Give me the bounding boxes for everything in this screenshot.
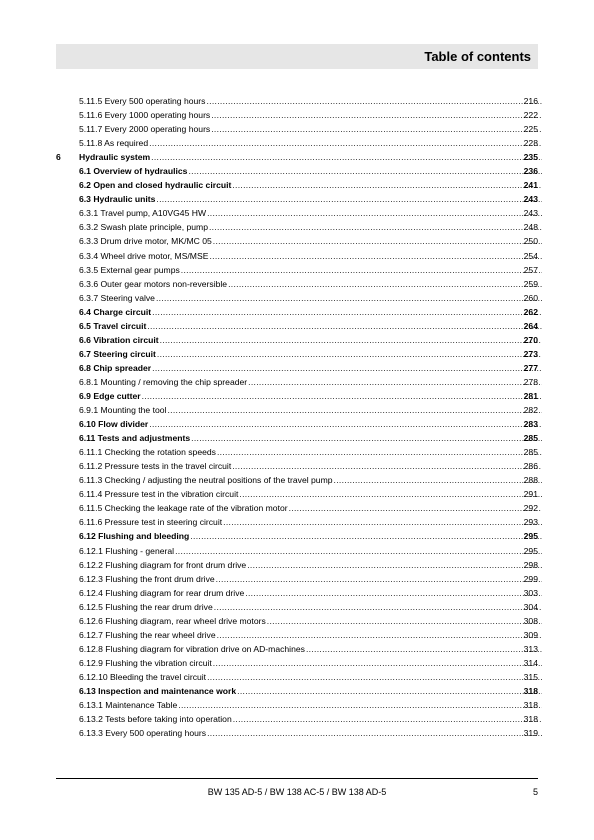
toc-page-number: 293 (523, 517, 538, 528)
toc-leader-dots (152, 361, 542, 375)
toc-entry-title: 6.12.9 Flushing the vibration circuit (79, 657, 212, 668)
toc-page-number: 309 (523, 629, 538, 640)
toc-leader-dots (217, 628, 542, 642)
toc-leader-dots (181, 263, 542, 277)
toc-entry-title: 6.12.6 Flushing diagram, rear wheel drive motors (79, 615, 266, 626)
toc-leader-dots (233, 712, 542, 726)
toc-entry-title: 6.3.3 Drum drive motor, MK/MC 05 (79, 236, 212, 247)
toc-entry-title: 6.11.6 Pressure test in steering circuit (79, 517, 223, 528)
toc-entry[interactable] (0, 206, 594, 220)
toc-page-number: 236 (523, 166, 538, 177)
toc-leader-dots (152, 305, 542, 319)
toc-entry-title: 6.12.5 Flushing the rear drum drive (79, 601, 213, 612)
toc-entry[interactable] (0, 670, 594, 684)
toc-entry[interactable] (0, 487, 594, 501)
footer-models: BW 135 AD-5 / BW 138 AC-5 / BW 138 AD-5 (207, 787, 387, 797)
toc-entry-title: 6.13 Inspection and maintenance work (79, 685, 237, 696)
toc-entry-title: 6.12.8 Flushing diagram for vibration drive on AD-machines (79, 643, 305, 654)
toc-entry[interactable] (0, 94, 594, 108)
toc-entry-title: 6.3.1 Travel pump, A10VG45 HW (79, 208, 207, 219)
toc-entry-title: 6.11 Tests and adjustments (79, 433, 191, 444)
toc-entry[interactable] (0, 150, 594, 164)
toc-leader-dots (147, 319, 542, 333)
toc-leader-dots (160, 333, 542, 347)
toc-entry-title: 6.4 Charge circuit (79, 306, 152, 317)
toc-entry-title: 6.13.2 Tests before taking into operation (79, 714, 232, 725)
toc-entry[interactable] (0, 726, 594, 740)
toc-entry[interactable] (0, 473, 594, 487)
toc-leader-dots (334, 473, 542, 487)
toc-page-number: 299 (523, 573, 538, 584)
toc-entry-title: 6.6 Vibration circuit (79, 334, 159, 345)
footer-divider (56, 778, 538, 779)
toc-page-number: 285 (523, 447, 538, 458)
toc-leader-dots (306, 642, 542, 656)
toc-entry-title: 6.12 Flushing and bleeding (79, 531, 190, 542)
toc-leader-dots (213, 234, 542, 248)
toc-leader-dots (156, 192, 542, 206)
toc-chapter-number: 6 (56, 152, 61, 163)
toc-entry[interactable] (0, 417, 594, 431)
toc-page-number: 318 (523, 685, 538, 696)
toc-page-number: 304 (523, 601, 538, 612)
toc-entry-title: 6.3.6 Outer gear motors non-reversible (79, 278, 228, 289)
toc-entry[interactable] (0, 431, 594, 445)
toc-page-number: 308 (523, 615, 538, 626)
toc-entry[interactable] (0, 529, 594, 543)
toc-page-number: 225 (523, 124, 538, 135)
toc-leader-dots (239, 487, 542, 501)
toc-leader-dots (267, 614, 542, 628)
toc-entry-title: 6.3 Hydraulic units (79, 194, 156, 205)
toc-page-number: 254 (523, 250, 538, 261)
toc-entry[interactable] (0, 712, 594, 726)
toc-page-number: 295 (523, 531, 538, 542)
toc-entry[interactable] (0, 220, 594, 234)
toc-leader-dots (248, 375, 542, 389)
toc-entry[interactable] (0, 319, 594, 333)
toc-entry-title: 6.13.3 Every 500 operating hours (79, 728, 207, 739)
toc-entry[interactable] (0, 515, 594, 529)
toc-entry[interactable] (0, 628, 594, 642)
toc-entry[interactable] (0, 375, 594, 389)
toc-leader-dots (228, 277, 542, 291)
toc-entry[interactable] (0, 558, 594, 572)
toc-entry-title: 6.9 Edge cutter (79, 390, 141, 401)
toc-page-number: 222 (523, 110, 538, 121)
toc-leader-dots (149, 417, 542, 431)
toc-page-number: 277 (523, 362, 538, 373)
toc-leader-dots (206, 94, 542, 108)
toc-entry-title: 6.8 Chip spreader (79, 362, 152, 373)
toc-entry[interactable] (0, 614, 594, 628)
toc-entry-title: 6.2 Open and closed hydraulic circuit (79, 180, 232, 191)
toc-page-number: 292 (523, 503, 538, 514)
toc-entry-title: 6.3.5 External gear pumps (79, 264, 180, 275)
toc-entry[interactable] (0, 572, 594, 586)
toc-entry-title: 6.11.4 Pressure test in the vibration circuit (79, 489, 239, 500)
toc-entry[interactable] (0, 333, 594, 347)
toc-leader-dots (207, 726, 542, 740)
toc-entry-title: 6.12.4 Flushing diagram for rear drum drive (79, 587, 245, 598)
toc-entry-title: 6.8.1 Mounting / removing the chip spreader (79, 376, 248, 387)
toc-page-number: 291 (523, 489, 538, 500)
toc-page-number: 283 (523, 419, 538, 430)
toc-entry-title: 6.11.1 Checking the rotation speeds (79, 447, 216, 458)
toc-entry-title: 6.12.1 Flushing - general (79, 545, 175, 556)
toc-entry-title: 6.12.3 Flushing the front drum drive (79, 573, 215, 584)
toc-leader-dots (207, 670, 542, 684)
toc-entry-title: 6.12.7 Flushing the rear wheel drive (79, 629, 216, 640)
toc-entry-title: 6.10 Flow divider (79, 419, 149, 430)
toc-leader-dots (213, 656, 542, 670)
toc-leader-dots (157, 347, 542, 361)
toc-page-number: 262 (523, 306, 538, 317)
toc-entry-title: 6.1 Overview of hydraulics (79, 166, 188, 177)
toc-leader-dots (190, 529, 542, 543)
toc-entry[interactable] (0, 108, 594, 122)
toc-entry[interactable] (0, 136, 594, 150)
toc-leader-dots (232, 459, 542, 473)
toc-entry[interactable] (0, 445, 594, 459)
toc-leader-dots (178, 698, 542, 712)
toc-page-number: 243 (523, 208, 538, 219)
toc-entry-title: 6.12.2 Flushing diagram for front drum drive (79, 559, 247, 570)
toc-page-number: 318 (523, 714, 538, 725)
toc-page-number: 313 (523, 643, 538, 654)
toc-entry-title: 6.11.2 Pressure tests in the travel circuit (79, 461, 232, 472)
toc-entry[interactable] (0, 249, 594, 263)
toc-entry[interactable] (0, 642, 594, 656)
toc-leader-dots (223, 515, 542, 529)
toc-entry-title: 6.13.1 Maintenance Table (79, 700, 178, 711)
toc-page-number: 260 (523, 292, 538, 303)
header-bar (56, 44, 538, 69)
toc-entry[interactable] (0, 586, 594, 600)
toc-entry-title: 6.5 Travel circuit (79, 320, 147, 331)
toc-entry[interactable] (0, 234, 594, 248)
toc-entry-title: 6.11.3 Checking / adjusting the neutral positions of the travel pump (79, 475, 333, 486)
toc-page-number: 264 (523, 320, 538, 331)
toc-entry[interactable] (0, 501, 594, 515)
toc-entry-title: 6.9.1 Mounting the tool (79, 405, 167, 416)
toc-entry-title: 5.11.6 Every 1000 operating hours (79, 110, 211, 121)
toc-entry[interactable] (0, 698, 594, 712)
toc-leader-dots (232, 178, 542, 192)
toc-page-number: 243 (523, 194, 538, 205)
toc-entry[interactable] (0, 361, 594, 375)
toc-page-number: 285 (523, 433, 538, 444)
toc-leader-dots (151, 150, 542, 164)
toc-leader-dots (214, 600, 542, 614)
toc-page-number: 303 (523, 587, 538, 598)
toc-entry-title: 5.11.8 As required (79, 138, 149, 149)
toc-page-number: 257 (523, 264, 538, 275)
table-of-contents (0, 94, 594, 740)
toc-entry[interactable] (0, 347, 594, 361)
toc-page-number: 250 (523, 236, 538, 247)
toc-leader-dots (167, 403, 542, 417)
toc-leader-dots (289, 501, 542, 515)
toc-leader-dots (149, 136, 542, 150)
toc-entry-title: 6.11.5 Checking the leakage rate of the vibration motor (79, 503, 288, 514)
toc-entry[interactable] (0, 291, 594, 305)
toc-entry[interactable] (0, 684, 594, 698)
toc-page-number: 259 (523, 278, 538, 289)
toc-entry[interactable] (0, 164, 594, 178)
toc-entry[interactable] (0, 263, 594, 277)
toc-entry[interactable] (0, 277, 594, 291)
toc-leader-dots (156, 291, 542, 305)
toc-leader-dots (209, 249, 542, 263)
toc-entry-title: 6.3.4 Wheel drive motor, MS/MSE (79, 250, 209, 261)
toc-page-number: 314 (523, 657, 538, 668)
toc-entry-title: 5.11.5 Every 500 operating hours (79, 96, 206, 106)
toc-page-number: 319 (523, 728, 538, 739)
toc-page-number: 216 (523, 96, 538, 106)
toc-entry[interactable] (0, 305, 594, 319)
toc-entry[interactable] (0, 403, 594, 417)
toc-leader-dots (217, 445, 542, 459)
toc-leader-dots (191, 431, 542, 445)
toc-entry-title: 6.12.10 Bleeding the travel circuit (79, 671, 207, 682)
toc-entry[interactable] (0, 192, 594, 206)
toc-entry[interactable] (0, 389, 594, 403)
toc-leader-dots (245, 586, 542, 600)
page-title: Table of contents (424, 49, 531, 64)
toc-leader-dots (247, 558, 542, 572)
toc-page-number: 241 (523, 180, 538, 191)
toc-entry[interactable] (0, 178, 594, 192)
toc-entry-title: Hydraulic system (79, 152, 151, 163)
toc-leader-dots (188, 164, 542, 178)
toc-leader-dots (207, 206, 542, 220)
toc-leader-dots (142, 389, 542, 403)
toc-entry[interactable] (0, 544, 594, 558)
footer-page-number: 5 (532, 787, 538, 797)
toc-page-number: 248 (523, 222, 538, 233)
toc-entry-title: 6.3.7 Steering valve (79, 292, 155, 303)
toc-page-number: 282 (523, 405, 538, 416)
toc-entry-title: 6.7 Steering circuit (79, 348, 156, 359)
toc-page-number: 235 (523, 152, 538, 163)
toc-page-number: 228 (523, 138, 538, 149)
toc-page-number: 278 (523, 376, 538, 387)
toc-page-number: 288 (523, 475, 538, 486)
toc-entry[interactable] (0, 656, 594, 670)
toc-entry-title: 6.3.2 Swash plate principle, pump (79, 222, 208, 233)
toc-page-number: 318 (523, 700, 538, 711)
toc-entry-title: 5.11.7 Every 2000 operating hours (79, 124, 211, 135)
toc-leader-dots (216, 572, 542, 586)
toc-leader-dots (237, 684, 542, 698)
toc-page-number: 295 (523, 545, 538, 556)
toc-entry[interactable] (0, 459, 594, 473)
toc-leader-dots (175, 544, 542, 558)
toc-page-number: 286 (523, 461, 538, 472)
toc-page-number: 298 (523, 559, 538, 570)
toc-entry[interactable] (0, 122, 594, 136)
toc-page-number: 270 (523, 334, 538, 345)
toc-leader-dots (211, 108, 542, 122)
toc-leader-dots (209, 220, 542, 234)
toc-page-number: 273 (523, 348, 538, 359)
toc-page-number: 281 (523, 390, 538, 401)
toc-page-number: 315 (523, 671, 538, 682)
toc-leader-dots (211, 122, 542, 136)
toc-entry[interactable] (0, 600, 594, 614)
